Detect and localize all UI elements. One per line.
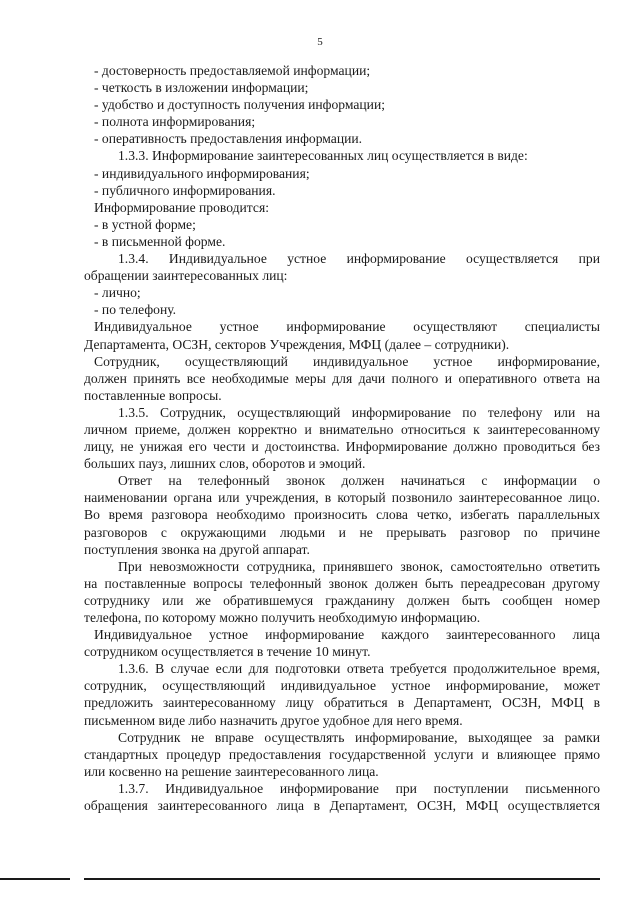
text-line: письменном виде либо назначить другое удобное для него время.: [84, 712, 463, 728]
text-line: - оперативность предоставления информации.: [94, 131, 363, 147]
text-line: Департамента, ОСЗН, секторов Учреждения, МФЦ (далее – сотрудники).: [84, 336, 510, 352]
text-line: стандартных процедур предоставления государственной услуги и влияющее прямо: [84, 746, 600, 762]
text-line: Информирование проводится:: [94, 199, 269, 215]
text-line: - индивидуального информирования;: [94, 165, 310, 181]
text-line: 1.3.4. Индивидуальное устное информирование осуществляется при: [118, 251, 600, 267]
text-line: - удобство и доступность получения информации;: [94, 97, 385, 113]
text-line: При невозможности сотрудника, принявшего звонок, самостоятельно ответить: [118, 558, 600, 574]
text-line: 1.3.7. Индивидуальное информирование при поступлении письменного: [118, 780, 600, 796]
bottom-rule: [84, 878, 600, 880]
text-line: или косвенно на решение заинтересованного лица.: [84, 763, 379, 779]
text-line: - в письменной форме.: [94, 233, 226, 249]
text-line: 1.3.5. Сотрудник, осуществляющий информирование по телефону или на: [118, 404, 600, 420]
text-line: - лично;: [94, 285, 141, 301]
text-line: Ответ на телефонный звонок должен начинаться с информации о: [118, 473, 600, 489]
text-line: обращении заинтересованных лиц:: [84, 268, 288, 284]
text-line: на поставленные вопросы телефонный звонок должен быть переадресован другому: [84, 575, 600, 591]
text-line: Сотрудник не вправе осуществлять информирование, выходящее за рамки: [118, 729, 600, 745]
text-line: 1.3.3. Информирование заинтересованных лиц осуществляется в виде:: [118, 148, 528, 164]
text-line: - публичного информирования.: [94, 182, 276, 198]
text-line: поставленные вопросы.: [84, 387, 222, 403]
page-number: 5: [317, 36, 323, 48]
text-line: лицу, не унижая его чести и достоинства. Информирование должно проводиться без: [84, 439, 600, 455]
text-line: Во время разговора необходимо произносить слова четко, избегать параллельных: [84, 507, 600, 523]
text-line: сотруднику или же обратившемуся гражданину должен быть сообщен номер: [84, 592, 600, 608]
text-line: - полнота информирования;: [94, 114, 256, 130]
text-line: личном приеме, должен корректно и внимательно относиться к заинтересованному: [84, 421, 600, 437]
text-line: 1.3.6. В случае если для подготовки ответа требуется продолжительное время,: [118, 661, 600, 677]
text-line: должен принять все необходимые меры для дачи полного и оперативного ответа на: [84, 370, 600, 386]
text-line: телефона, по которому можно получить необходимую информацию.: [84, 610, 481, 625]
text-line: - в устной форме;: [94, 216, 196, 232]
text-line: предложить заинтересованному лицу обратиться в Департамент, ОСЗН, МФЦ в: [84, 695, 600, 711]
text-line: поступления звонка на другой аппарат.: [84, 541, 310, 557]
bottom-rule-left: [0, 878, 70, 880]
text-line: сотрудником осуществляется в течение 10 минут.: [84, 644, 371, 660]
text-line: Индивидуальное устное информирование осуществляют специалисты: [94, 319, 600, 335]
text-line: - достоверность предоставляемой информации;: [94, 63, 371, 78]
text-line: Сотрудник, осуществляющий индивидуальное устное информирование,: [94, 353, 600, 369]
text-line: разговоров с окружающими людьми и не прерывать разговор по причине: [84, 524, 600, 540]
document-body: [84, 62, 600, 814]
text-line: Индивидуальное устное информирование каждого заинтересованного лица: [94, 627, 600, 643]
text-line: сотрудник, осуществляющий индивидуальное устное информирование, может: [84, 678, 600, 694]
text-line: больших пауз, лишних слов, оборотов и эмоций.: [84, 456, 366, 472]
text-line: обращения заинтересованного лица в Департамент, ОСЗН, МФЦ осуществляется: [84, 798, 600, 814]
text-line: наименовании органа или учреждения, в который позвонило заинтересованное лицо.: [84, 490, 600, 506]
text-line: - по телефону.: [94, 302, 177, 318]
text-line: - четкость в изложении информации;: [94, 80, 309, 96]
